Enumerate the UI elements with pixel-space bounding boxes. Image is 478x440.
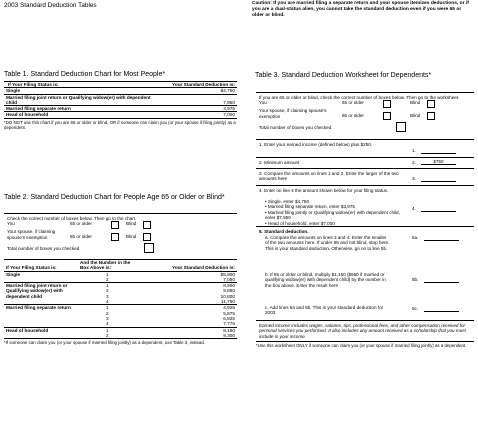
table1 (4, 81, 237, 130)
line4-field[interactable] (421, 206, 456, 212)
deduction-amount: 4,925 (223, 305, 235, 311)
spouse-65-label: 65 or older (342, 113, 364, 119)
box-count: 1 (106, 283, 109, 289)
spouse-65-label: 65 or older (70, 234, 92, 240)
line5a-number: 5a. (412, 235, 419, 240)
table1-row-amount: 3,975 (223, 106, 235, 112)
table1-row-amount: $4,750 (220, 88, 235, 94)
deduction-amount: 7,050 (223, 276, 235, 282)
deduction-amount: 7,775 (223, 321, 235, 327)
line5a-text: a. Compare the amounts on lines 3 and 4. Enter the smaller of the two amounts here. If under 65 and not blind, stop here. This is your standard deduction. Otherwise, go on to line 5b. (265, 235, 390, 251)
line5a-field[interactable] (424, 235, 459, 241)
line1-field[interactable] (421, 148, 456, 154)
box-count: 2 (106, 332, 109, 338)
page-title: 2003 Standard Deduction Tables (4, 2, 97, 9)
line2-text: 2. Minimum amount (259, 160, 300, 165)
line4-list (265, 199, 407, 226)
line4-intro: 4. Enter on line 4 the amount shown below for your filing status. (259, 188, 389, 193)
filing-status: Married filing separate return (6, 305, 71, 311)
line5c-text: c. Add lines 5a and 5b. This is your standard deduction for 2003. (265, 305, 384, 316)
filing-status: Head of household (6, 327, 49, 333)
list-item: • Single, enter $4,750 (265, 199, 310, 204)
you-blind-checkbox[interactable] (143, 221, 151, 229)
table2-col2-header: And the Number in the Box Above is: (80, 260, 131, 271)
table1-row-status: Head of household (6, 112, 49, 118)
deduction-amount: $5,900 (220, 271, 235, 277)
table2-title: Table 2. Standard Deduction Chart for People Age 65 or Older or Blind* (4, 194, 225, 201)
box-count: 4 (106, 321, 109, 327)
spouse-65-checkbox[interactable] (383, 112, 391, 120)
line5c-number: 5c. (412, 306, 419, 311)
deduction-amount: 8,900 (223, 283, 235, 289)
box-count: 2 (106, 276, 109, 282)
spouse-blind-checkbox[interactable] (143, 233, 151, 241)
table1-title: Table 1. Standard Deduction Chart for Most People* (4, 71, 166, 78)
table3-checkboxes (256, 92, 474, 133)
table1-row-status: Single (6, 88, 21, 94)
deduction-amount: 11,750 (221, 299, 235, 305)
box-count: 3 (106, 293, 109, 299)
caution-note: Caution: If you are married filing a separate return and your spouse itemizes deductions, or if you are a dual-status alien, you cannot take the standard deduction even if you were 65 or older or blind. (252, 1, 469, 19)
table3-footnote: *Use this worksheet ONLY if someone can claim you (or your spouse if married filing jointly) as a dependent. (256, 343, 467, 349)
line3-number: 3. (412, 176, 416, 181)
table2 (4, 259, 237, 345)
list-item: • Married filing separate return, enter $3,975 (265, 204, 355, 210)
table3-worksheet (256, 139, 474, 348)
table2-checkboxes (4, 213, 237, 254)
line1-text: 1. Enter your earned income (defined below) plus $250. (259, 142, 373, 147)
table3-check-intro: If you are 65 or older or blind, check the correct number of boxes below. Then go to the worksheet. (259, 95, 460, 100)
spouse-label: Your spouse, if claiming spouse's exemption (259, 108, 327, 119)
list-item: • Head of household, enter $7,000 (265, 220, 335, 226)
line4-number: 4. (412, 206, 416, 211)
you-blind-label: Blind (410, 100, 421, 106)
line5-heading: 5. Standard deduction. (259, 229, 309, 234)
earned-income-note: Earned income includes wages, salaries, tips, professional fees, and other compensation received for personal services you performed. It also includes any amount received as a scholarship that you must include in your income. (256, 321, 474, 342)
filing-status: Married filing joint return or Qualifying widow(er) with dependent child (6, 283, 68, 299)
you-label: You (259, 100, 267, 106)
deduction-amount: 10,800 (220, 293, 235, 299)
table1-row-status: Married filing separate return (6, 106, 71, 112)
table3-title: Table 3. Standard Deduction Worksheet for Dependents* (255, 72, 432, 79)
line2-value: $750 (421, 159, 456, 165)
table1-row-status: Married filing joint return or Qualifying widow(er) with dependent child (6, 94, 151, 105)
you-label: You (7, 221, 15, 227)
table1-col2-header: Your Standard Deduction is: (172, 82, 235, 87)
box-count: 3 (106, 315, 109, 321)
total-box[interactable] (144, 243, 154, 253)
line5b-number: 5b. (412, 277, 419, 282)
deduction-amount: 9,850 (223, 288, 235, 294)
box-count: 1 (106, 271, 109, 277)
you-65-label: 65 or older (342, 100, 364, 106)
box-count: 1 (106, 305, 109, 311)
you-blind-checkbox[interactable] (427, 100, 435, 108)
list-item: • Married filing jointly or Qualifying widow(er) with dependent child, enter $7,950 (265, 209, 400, 221)
deduction-amount: 5,875 (223, 310, 235, 316)
line3-field[interactable] (421, 176, 456, 182)
table1-col1-header: If Your Filing Status is: (8, 82, 59, 87)
table1-row-amount: 7,000 (223, 112, 235, 118)
line5b-text: b. If 65 or older or blind, multiply $1,150 ($950 if married or qualifying widow(er) with dependent child) by the number in the box above. Enter the result here (265, 272, 386, 288)
box-count: 2 (106, 310, 109, 316)
line1-number: 1. (412, 148, 416, 153)
line5c-field[interactable] (424, 306, 459, 312)
deduction-amount: 8,150 (223, 327, 235, 333)
total-label: Total number of boxes you checked (7, 246, 80, 252)
table2-footnote: *If someone can claim you (or your spouse if married filing jointly) as a dependent, use Table 3, instead. (4, 340, 206, 346)
box-count: 1 (106, 327, 109, 333)
spouse-blind-label: Blind (410, 113, 421, 119)
you-65-checkbox[interactable] (111, 221, 119, 229)
box-count: 2 (106, 288, 109, 294)
you-65-checkbox[interactable] (383, 100, 391, 108)
you-blind-label: Blind (126, 221, 137, 227)
total-box[interactable] (396, 122, 406, 132)
filing-status: Single (6, 271, 21, 277)
line3-text: 3. Compare the amounts on lines 1 and 2. Enter the larger of the two amounts here (259, 171, 399, 182)
spouse-65-checkbox[interactable] (111, 233, 119, 241)
line5b-field[interactable] (424, 277, 459, 283)
you-65-label: 65 or older (70, 221, 92, 227)
spouse-blind-label: Blind (126, 234, 137, 240)
box-count: 4 (106, 299, 109, 305)
deduction-amount: 6,825 (223, 315, 235, 321)
spouse-blind-checkbox[interactable] (427, 112, 435, 120)
line2-number: 2. (412, 160, 416, 165)
table2-col1-header: If Your Filing Status is: (6, 265, 57, 271)
spouse-label: Your spouse, if claiming spouse's exemption (7, 229, 56, 240)
table1-row-amount: 7,950 (223, 99, 235, 105)
table1-footnote: *DO NOT use this chart if you are 65 or older or blind, OR if someone can claim you (or your spouse if filing jointly) as a dependent. (4, 119, 236, 130)
table2-col3-header: Your Standard Deduction is: (172, 265, 235, 271)
table2-check-intro: Check the correct number of boxes below. Then go to the chart. (7, 216, 137, 221)
deduction-amount: 9,300 (223, 332, 235, 338)
total-label: Total number of boxes you checked (259, 125, 332, 131)
